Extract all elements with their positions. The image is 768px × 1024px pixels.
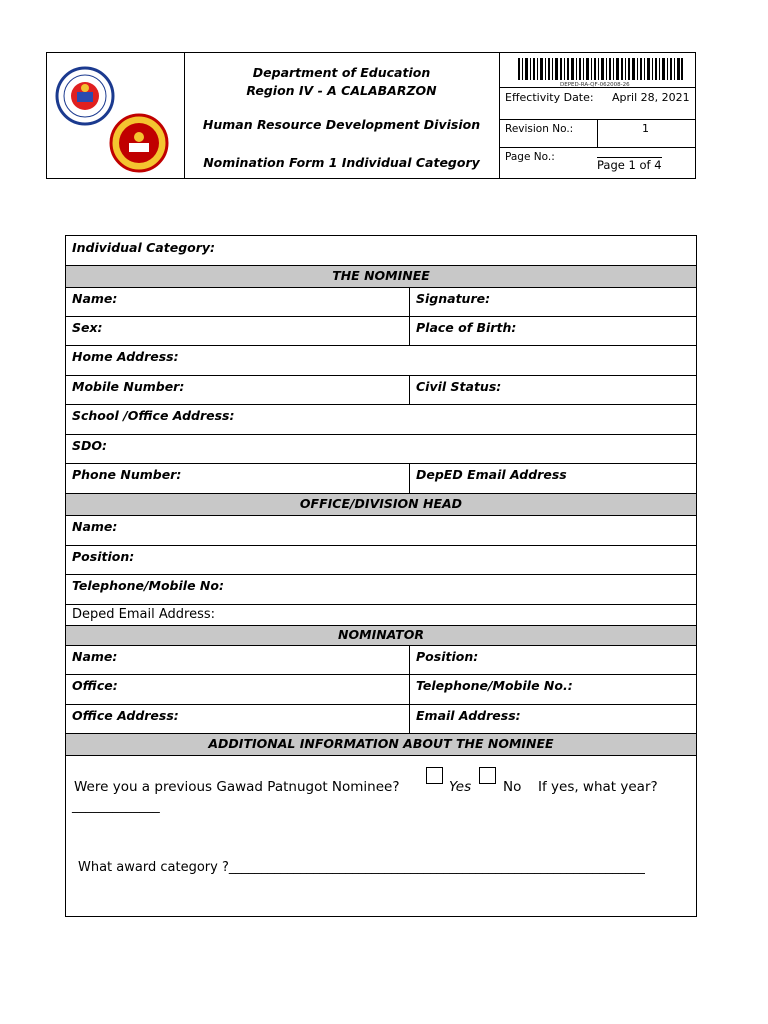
yes-label: Yes: [449, 779, 472, 795]
region-title: Region IV - A CALABARZON: [246, 83, 437, 98]
nominee-phone-row: [66, 464, 696, 494]
nominee-signature-label: Signature:: [416, 291, 491, 306]
head-position-label: Position:: [72, 549, 135, 564]
revision-value: 1: [642, 122, 649, 135]
no-label: No: [503, 779, 522, 795]
nominee-mobile-label: Mobile Number:: [72, 379, 185, 394]
page-value: Page 1 of 4: [597, 158, 662, 172]
individual-category-label: Individual Category:: [72, 240, 216, 255]
deped-seal-icon: [55, 66, 115, 126]
nominator-address-field[interactable]: [66, 705, 409, 733]
head-email-label: Deped Email Address:: [72, 607, 215, 622]
nominator-address-label: Office Address:: [72, 708, 179, 723]
nominee-school-address-label: School /Office Address:: [72, 408, 235, 423]
barcode-icon: [518, 58, 683, 84]
nominator-address-row: [66, 705, 696, 734]
page-row: [500, 147, 696, 179]
revision-divider: [597, 119, 598, 147]
award-category-line[interactable]: What award category ?________________________________________________________________: [78, 860, 645, 875]
head-name-label: Name:: [72, 519, 118, 534]
nominator-office-row: [66, 675, 696, 705]
nominee-school-address-row[interactable]: [66, 405, 696, 435]
nominator-name-label: Name:: [72, 649, 118, 664]
nominee-birthplace-field[interactable]: [409, 317, 696, 345]
additional-section-header: [66, 734, 696, 756]
nominee-section-header: [66, 266, 696, 288]
document-control: [500, 53, 696, 178]
org-title: Department of Education: [252, 65, 431, 80]
effectivity-label: Effectivity Date:: [505, 91, 594, 104]
if-yes-year-label: If yes, what year?: [538, 779, 658, 795]
nominee-home-address-row[interactable]: [66, 346, 696, 376]
individual-category-row[interactable]: [66, 236, 696, 266]
nominator-telephone-field[interactable]: [409, 675, 696, 704]
nominee-phone-field[interactable]: [66, 464, 409, 493]
nominee-civil-status-label: Civil Status:: [416, 379, 502, 394]
head-name-row[interactable]: [66, 516, 696, 546]
region-seal-icon: [109, 113, 169, 173]
head-email-row[interactable]: [66, 605, 696, 626]
nomination-form: [65, 235, 697, 917]
barcode-code: DEPED-RA-QF-062008-26: [560, 82, 630, 88]
nominator-name-row: [66, 646, 696, 675]
form-title: Nomination Form 1 Individual Category: [203, 155, 480, 170]
effectivity-row: [500, 87, 696, 120]
nominee-mobile-field[interactable]: [66, 376, 409, 404]
nominee-sdo-label: SDO:: [72, 438, 108, 453]
nominator-position-field[interactable]: [409, 646, 696, 674]
nominee-sex-label: Sex:: [72, 320, 103, 335]
yes-checkbox[interactable]: [426, 767, 443, 784]
nominator-email-field[interactable]: [409, 705, 696, 733]
nominee-name-label: Name:: [72, 291, 118, 306]
nominee-birthplace-label: Place of Birth:: [416, 320, 517, 335]
nominee-sex-field[interactable]: [66, 317, 409, 345]
head-telephone-label: Telephone/Mobile No:: [72, 578, 224, 593]
effectivity-value: April 28, 2021: [612, 91, 690, 104]
nominator-telephone-label: Telephone/Mobile No.:: [416, 678, 573, 693]
no-checkbox[interactable]: [479, 767, 496, 784]
nominee-email-field[interactable]: [409, 464, 696, 493]
logos-area: [47, 53, 185, 178]
header-titles: [184, 53, 500, 178]
nominator-email-label: Email Address:: [416, 708, 521, 723]
division-title: Human Resource Development Division: [202, 117, 481, 132]
revision-label: Revision No.:: [505, 123, 574, 135]
revision-row: [500, 119, 696, 148]
page-label: Page No.:: [505, 151, 555, 163]
nominee-name-field[interactable]: [66, 288, 409, 316]
nominee-email-label: DepED Email Address: [416, 467, 567, 482]
nominator-office-field[interactable]: [66, 675, 409, 704]
nominee-sdo-row[interactable]: [66, 435, 696, 464]
nominator-office-label: Office:: [72, 678, 118, 693]
nominator-position-label: Position:: [416, 649, 479, 664]
nominee-name-row: [66, 288, 696, 317]
head-position-row[interactable]: [66, 546, 696, 575]
nominee-section-title: THE NOMINEE: [332, 268, 430, 283]
nominee-signature-field[interactable]: [409, 288, 696, 316]
nominee-home-address-label: Home Address:: [72, 349, 179, 364]
nominee-civil-status-field[interactable]: [409, 376, 696, 404]
head-telephone-row[interactable]: [66, 575, 696, 605]
nominee-mobile-row: [66, 376, 696, 405]
head-section-header: [66, 494, 696, 516]
nominator-name-field[interactable]: [66, 646, 409, 674]
nominee-phone-label: Phone Number:: [72, 467, 182, 482]
additional-section-title: ADDITIONAL INFORMATION ABOUT THE NOMINEE: [208, 736, 554, 751]
nominator-section-title: NOMINATOR: [338, 627, 424, 642]
nominee-sex-row: [66, 317, 696, 346]
previous-nominee-question: Were you a previous Gawad Patnugot Nominee?: [74, 779, 400, 795]
nominator-section-header: [66, 626, 696, 646]
document-header: [46, 52, 696, 179]
head-section-title: OFFICE/DIVISION HEAD: [299, 496, 463, 511]
year-blank-line[interactable]: _____________: [72, 798, 160, 814]
